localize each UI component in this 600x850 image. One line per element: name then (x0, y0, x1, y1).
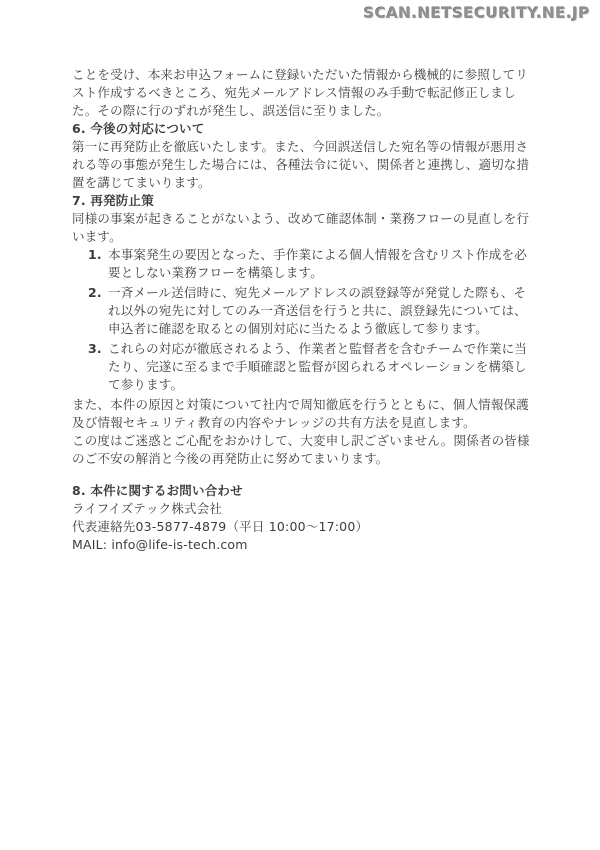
document-body (72, 66, 530, 554)
section-6-paragraph: 第一に再発防止を徹底いたします。また、今回誤送信した宛名等の情報が悪用される等の事態が発生した場合には、各種法令に従い、関係者と連携し、適切な措置を講じてまいります。 (72, 139, 530, 190)
contact-phone: 代表連絡先03-5877-4879（平日 10:00～17:00） (72, 519, 369, 534)
section-7-paragraph: 同様の事案が起きることがないよう、改めて確認体制・業務フローの見直しを行います。 (72, 211, 530, 244)
list-item: 本事案発生の要因となった、手作業による個人情報を含むリスト作成を必要としない業務フローを構築します。 (108, 247, 527, 280)
countermeasures-list (72, 246, 530, 394)
company-name: ライフイズテック株式会社 (72, 501, 223, 516)
scan-watermark: SCAN.NETSECURITY.NE.JP (363, 4, 590, 22)
contact-email: MAIL: info@life-is-tech.com (72, 537, 248, 552)
section-6-heading: 6. 今後の対応について (72, 121, 205, 136)
intro-paragraph: ことを受け、本来お申込フォームに登録いただいた情報から機械的に参照してリスト作成するべきところ、宛先メールアドレス情報のみ手動で転記修正しました。その際に行のずれが発生し、誤送信に至りました。 (72, 67, 529, 118)
apology-paragraph: この度はご迷惑とご心配をおかけして、大変申し訳ございません。関係者の皆様のご不安の解消と今後の再発防止に努めてまいります。 (72, 433, 530, 466)
list-item: これらの対応が徹底されるよう、作業者と監督者を含むチームで作業に当たり、完遂に至るまで手順確認と監督が図られるオペレーションを構築して参ります。 (108, 341, 528, 392)
section-8-heading: 8. 本件に関するお問い合わせ (72, 483, 243, 498)
contact-section (72, 482, 530, 554)
internal-education-paragraph: また、本件の原因と対策について社内で周知徹底を行うとともに、個人情報保護及び情報セキュリティ教育の内容やナレッジの共有方法を見直します。 (72, 397, 529, 430)
list-item: 一斉メール送信時に、宛先メールアドレスの誤登録等が発覚した際も、それ以外の宛先に対してのみ一斉送信を行うと共に、誤登録先については、申込者に確認を取るとの個別対応に当たるよう徹底して参ります。 (108, 285, 527, 336)
section-7-heading: 7. 再発防止策 (72, 193, 154, 208)
